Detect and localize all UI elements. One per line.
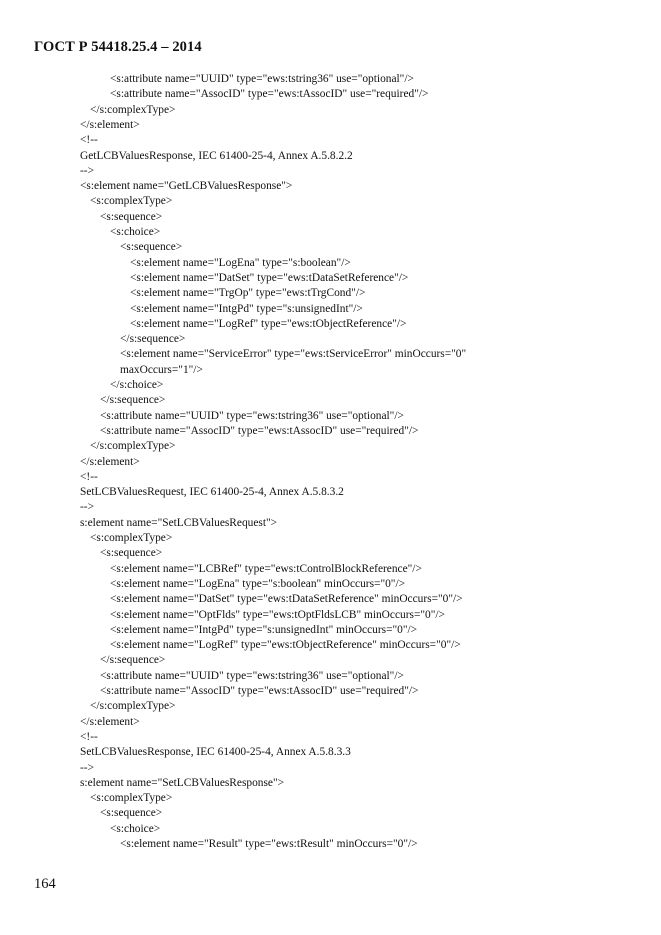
code-line: <!--	[80, 470, 98, 483]
code-line: <s:attribute name="UUID" type="ews:tstring36" use="optional"/>	[100, 409, 404, 422]
code-line: </s:choice>	[110, 379, 164, 391]
code-line: </s:sequence>	[100, 394, 166, 407]
code-line: </s:complexType>	[90, 700, 176, 713]
code-line: <s:sequence>	[100, 547, 163, 560]
code-line: </s:element>	[80, 715, 140, 728]
code-line: s:element name="SetLCBValuesRequest">	[80, 516, 278, 529]
code-line: </s:sequence>	[100, 654, 166, 667]
document-header-title: ГОСТ Р 54418.25.4 – 2014	[34, 39, 202, 55]
code-line: <s:element name="LogEna" type="s:boolean"/>	[130, 256, 351, 269]
code-line: </s:sequence>	[120, 333, 186, 346]
code-line: -->	[80, 164, 95, 177]
code-line: <s:element name="IntgPd" type="s:unsignedInt"/>	[130, 302, 363, 315]
code-line: <s:element name="LogEna" type="s:boolean" minOccurs="0"/>	[110, 577, 406, 590]
page-number: 164	[34, 876, 56, 892]
code-line: maxOccurs="1"/>	[120, 363, 203, 376]
code-line: </s:complexType>	[90, 103, 176, 116]
code-line: <s:element name="DatSet" type="ews:tDataSetReference"/>	[130, 271, 409, 284]
code-line: -->	[80, 501, 95, 514]
code-line: <s:complexType>	[90, 792, 173, 805]
code-line: <s:sequence>	[100, 807, 163, 820]
code-line: <s:choice>	[110, 226, 161, 238]
code-line: <s:element name="ServiceError" type="ews:tServiceError" minOccurs="0"	[120, 348, 467, 361]
code-line: <s:element name="LogRef" type="ews:tObjectReference"/>	[130, 317, 407, 330]
code-line: <s:attribute name="UUID" type="ews:tstring36" use="optional"/>	[100, 669, 404, 682]
code-line: <s:attribute name="AssocID" type="ews:tAssocID" use="required"/>	[100, 424, 419, 437]
code-line: <s:element name="GetLCBValuesResponse">	[80, 180, 293, 193]
code-line: <s:attribute name="UUID" type="ews:tstring36" use="optional"/>	[110, 73, 414, 85]
code-line: <s:element name="Result" type="ews:tResult" minOccurs="0"/>	[120, 838, 418, 850]
code-line: </s:element>	[80, 118, 140, 131]
code-line: <s:element name="IntgPd" type="s:unsignedInt" minOccurs="0"/>	[110, 623, 418, 636]
code-line: <s:element name="LCBRef" type="ews:tControlBlockReference"/>	[110, 562, 422, 575]
code-line: SetLCBValuesResponse, IEC 61400-25-4, Annex A.5.8.3.3	[80, 746, 351, 759]
code-line: SetLCBValuesRequest, IEC 61400-25-4, Annex A.5.8.3.2	[80, 486, 344, 499]
code-line: <s:attribute name="AssocID" type="ews:tAssocID" use="required"/>	[110, 88, 429, 101]
code-line: <s:element name="DatSet" type="ews:tDataSetReference" minOccurs="0"/>	[110, 593, 463, 606]
code-line: <s:sequence>	[100, 210, 163, 223]
code-line: <!--	[80, 134, 98, 147]
code-line: s:element name="SetLCBValuesResponse">	[80, 776, 285, 789]
code-line: <s:complexType>	[90, 532, 173, 544]
code-line: -->	[80, 761, 95, 774]
code-line: GetLCBValuesResponse, IEC 61400-25-4, Annex A.5.8.2.2	[80, 149, 353, 162]
code-line: <s:element name="LogRef" type="ews:tObjectReference" minOccurs="0"/>	[110, 639, 461, 652]
code-line: <s:choice>	[110, 822, 161, 835]
code-line: <!--	[80, 730, 98, 743]
code-line: <s:complexType>	[90, 195, 173, 208]
code-line: </s:element>	[80, 455, 140, 468]
code-line: <s:attribute name="AssocID" type="ews:tAssocID" use="required"/>	[100, 685, 419, 697]
code-line: <s:sequence>	[120, 241, 183, 254]
code-line: </s:complexType>	[90, 440, 176, 453]
code-line: <s:element name="OptFlds" type="ews:tOptFldsLCB" minOccurs="0"/>	[110, 608, 445, 621]
code-line: <s:element name="TrgOp" type="ews:tTrgCond"/>	[130, 287, 366, 300]
